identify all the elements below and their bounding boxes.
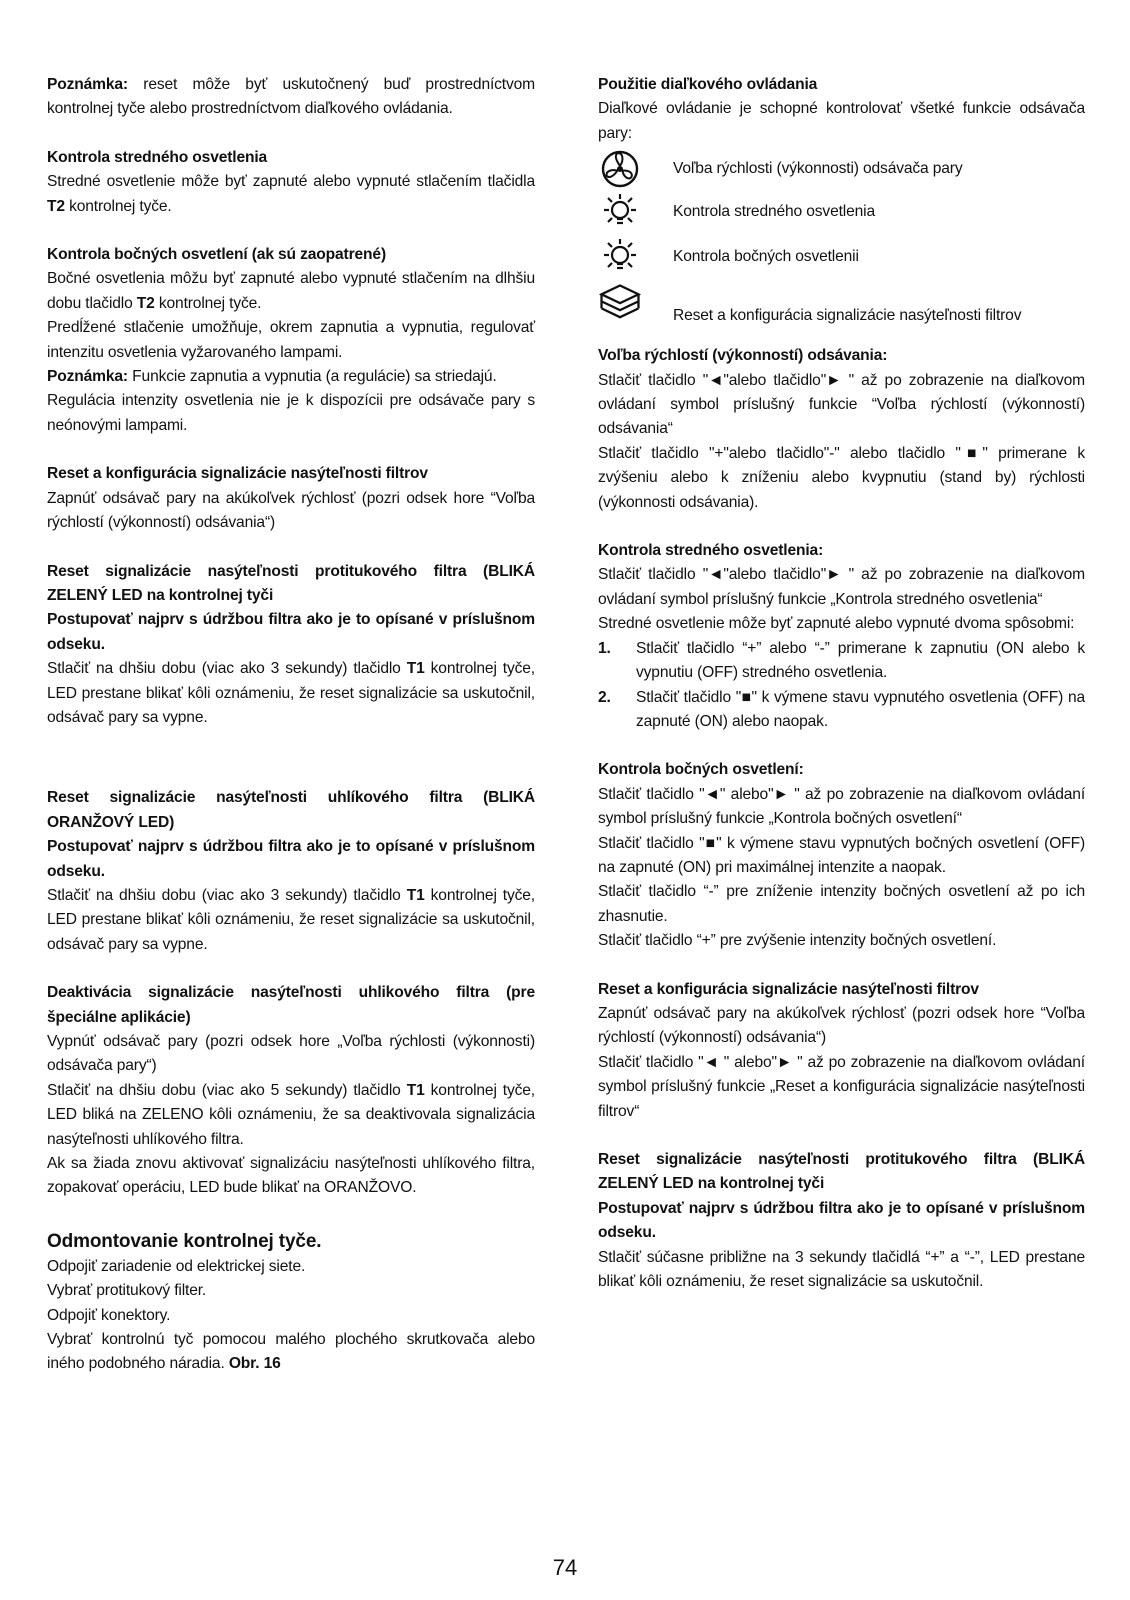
speed-text: Stlačiť tlačidlo "+"alebo tlačidlo"-" alebo tlačidlo "■" primerane k zvýšeniu alebo k zníženiu alebo kvypnutiu (stand by) rýchlosti (výkonnosti odsávania).: [598, 444, 1085, 511]
carbon-filter-heading: Reset signalizácie nasýteľnosti uhlíkového filtra (BLIKÁ ORANŽOVÝ LED): [47, 789, 535, 831]
bulb-icon: [598, 235, 642, 279]
remote-reset-heading: Reset a konfigurácia signalizácie nasýteľnosti filtrov: [598, 980, 979, 998]
speed-heading: Voľba rýchlostí (výkonností) odsávania:: [598, 347, 888, 365]
remote-grease-text: Stlačiť súčasne približne na 3 sekundy tlačidlá “+” a “-”, LED prestane blikať kôli oznámeniu, že reset signalizácie sa uskutočnil.: [598, 1248, 1085, 1291]
grease-filter-instruction: Postupovať najprv s údržbou filtra ako je to opísané v príslušnom odseku.: [47, 611, 535, 653]
remote-reset-text: Zapnúť odsávač pary na akúkoľvek rýchlosť (pozri odsek hore “Voľba rýchlostí (výkonností) odsávania“): [598, 1004, 1085, 1047]
dismount-step: Odpojiť zariadenie od elektrickej siete.: [47, 1257, 306, 1275]
right-column: [598, 73, 1085, 1294]
fan-icon: [598, 147, 642, 191]
legend-row: [598, 232, 1085, 282]
side-light-heading: Kontrola bočných osvetlení (ak sú zaopatrené): [47, 246, 386, 264]
remote-central-text: Stredné osvetlenie môže byť zapnuté alebo vypnuté dvoma spôsobmi:: [598, 615, 1075, 633]
remote-grease-heading: Reset signalizácie nasýteľnosti protitukového filtra (BLIKÁ ZELENÝ LED na kontrolnej tyči: [598, 1151, 1085, 1193]
carbon-filter-instruction: Postupovať najprv s údržbou filtra ako je to opísané v príslušnom odseku.: [47, 838, 535, 880]
remote-central-text: Stlačiť tlačidlo "◄"alebo tlačidlo"► " až po zobrazenie na diaľkovom ovládaní symbol príslušný funkcie „Kontrola stredného osvetlenia“: [598, 566, 1085, 608]
remote-heading: Použitie diaľkového ovládania: [598, 76, 818, 93]
legend-row: [598, 192, 1085, 232]
central-light-heading: Kontrola stredného osvetlenia: [47, 148, 268, 166]
central-light-text: Stredné osvetlenie môže byť zapnuté alebo vypnuté stlačením tlačidla T2 kontrolnej tyče.: [47, 173, 535, 215]
side-light-text: Predĺžené stlačenie umožňuje, okrem zapnutia a vypnutia, regulovať intenzitu osvetlenia vyžarovaného lampami.: [47, 319, 535, 361]
legend-label: Kontrola stredného osvetlenia: [673, 203, 875, 221]
grease-filter-text: Stlačiť na dhšiu dobu (viac ako 3 sekundy) tlačidlo T1 kontrolnej tyče, LED prestane blikať kôli oznámeniu, že reset signalizácie sa uskutočnil, odsávač pary sa vypne.: [47, 660, 535, 726]
dismount-step: Vybrať kontrolnú tyč pomocou malého plochého skrutkovača alebo iného podobného náradia. Obr. 16: [47, 1331, 535, 1373]
deactivation-text: Vypnúť odsávač pary (pozri odsek hore „Voľba rýchlosti (výkonnosti) odsávača pary“): [47, 1033, 535, 1075]
side-light-text: Regulácia intenzity osvetlenia nie je k dispozícii pre odsávače pary s neónovými lampami.: [47, 392, 535, 434]
dismount-step: Vybrať protitukový filter.: [47, 1282, 207, 1300]
remote-icon-legend: [598, 146, 1085, 330]
remote-grease-instruction: Postupovať najprv s údržbou filtra ako je to opísané v príslušnom odseku.: [598, 1199, 1085, 1242]
speed-text: Stlačiť tlačidlo "◄"alebo tlačidlo"► " až po zobrazenie na diaľkovom ovládaní symbol príslušný funkcie “Voľba rýchlostí (výkonností) odsávania“: [598, 371, 1085, 438]
deactivation-text: Stlačiť na dhšiu dobu (viac ako 5 sekundy) tlačidlo T1 kontrolnej tyče, LED bliká na ZELENO kôli oznámeniu, že sa deaktivovala signalizácia nasýteľnosti uhlíkového filtra.: [47, 1081, 535, 1148]
list-item: 1. Stlačiť tlačidlo “+” alebo “-” primerane k zapnutiu (ON alebo k vypnutiu (OFF) stredného osvetlenia.: [598, 639, 1085, 682]
legend-label: Voľba rýchlosti (výkonnosti) odsávača pary: [673, 160, 963, 178]
remote-side-text: Stlačiť tlačidlo “+” pre zvýšenie intenzity bočných osvetlení.: [598, 932, 997, 950]
left-column: [47, 73, 535, 1377]
remote-side-text: Stlačiť tlačidlo “-” pre zníženie intenzity bočných osvetlení až po ich zhasnutie.: [598, 883, 1085, 925]
legend-label: Kontrola bočných osvetlenii: [673, 248, 859, 266]
legend-row: [598, 146, 1085, 192]
remote-reset-text: Stlačiť tlačidlo "◄ " alebo"► " až po zobrazenie na diaľkovom ovládaní symbol príslušný funkcie „Reset a konfigurácia signalizácie nasýteľnosti filtrov“: [598, 1053, 1085, 1120]
remote-side-text: Stlačiť tlačidlo "◄" alebo"► " až po zobrazenie na diaľkovom ovládaní symbol príslušný funkcie „Kontrola bočných osvetlení“: [598, 785, 1085, 828]
bulb-icon: [598, 190, 642, 234]
filter-reset-text: Zapnúť odsávač pary na akúkoľvek rýchlosť (pozri odsek hore “Voľba rýchlostí (výkonností) odsávania“): [47, 489, 535, 532]
deactivation-text: Ak sa žiada znovu aktivovať signalizáciu nasýteľnosti uhlíkového filtra, zopakovať operáciu, LED bude blikať na ORANŽOVO.: [47, 1155, 535, 1197]
legend-row: [598, 282, 1085, 330]
carbon-filter-text: Stlačiť na dhšiu dobu (viac ako 3 sekundy) tlačidlo T1 kontrolnej tyče, LED prestane blikať kôli oznámeniu, že reset signalizácie sa uskutočnil, odsávač pary sa vypne.: [47, 886, 535, 953]
note-paragraph: Poznámka: reset môže byť uskutočnený buď prostredníctvom kontrolnej tyče alebo prostredníctvom diaľkového ovládania.: [47, 76, 535, 118]
side-light-text: Bočné osvetlenia môžu byť zapnuté alebo vypnuté stlačením na dlhšiu dobu tlačidlo T2 kontrolnej tyče.: [47, 270, 535, 312]
remote-side-text: Stlačiť tlačidlo "■" k výmene stavu vypnutých bočných osvetlení (OFF) na zapnuté (ON) pri maximálnej intenzite a naopak.: [598, 834, 1085, 876]
side-light-note: Poznámka: Funkcie zapnutia a vypnutia (a regulácie) sa striedajú.: [47, 368, 497, 386]
filter-reset-heading: Reset a konfigurácia signalizácie nasýteľnosti filtrov: [47, 465, 428, 483]
filter-layers-icon: [598, 282, 642, 326]
dismount-step: Odpojiť konektory.: [47, 1306, 171, 1324]
remote-intro: Diaľkové ovládanie je schopné kontrolovať všetké funkcie odsávača pary:: [598, 100, 1085, 142]
page-number: 74: [552, 1555, 578, 1580]
deactivation-heading: Deaktivácia signalizácie nasýteľnosti uhlikového filtra (pre špeciálne aplikácie): [47, 984, 535, 1026]
list-item: 2. Stlačiť tlačidlo "■" k výmene stavu vypnutého osvetlenia (OFF) na zapnuté (ON) alebo naopak.: [598, 688, 1085, 730]
legend-label: Reset a konfigurácia signalizácie nasýteľnosti filtrov: [673, 306, 1022, 324]
grease-filter-heading: Reset signalizácie nasýteľnosti protitukového filtra (BLIKÁ ZELENÝ LED na kontrolnej tyči: [47, 562, 535, 604]
remote-central-heading: Kontrola stredného osvetlenia:: [598, 542, 824, 560]
dismount-heading: Odmontovanie kontrolnej tyče.: [47, 1230, 322, 1252]
remote-side-heading: Kontrola bočných osvetlení:: [598, 761, 804, 779]
